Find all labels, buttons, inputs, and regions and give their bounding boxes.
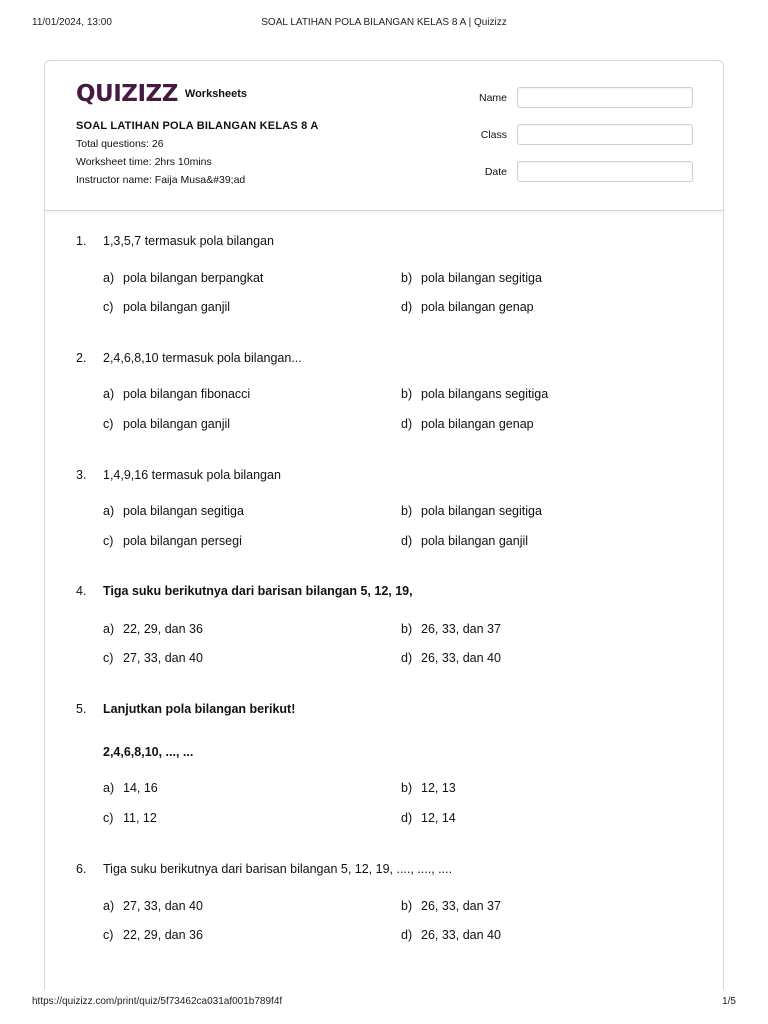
quizizz-logo[interactable]: QUIZIZZ <box>76 80 178 107</box>
question-text: 1,4,9,16 termasuk pola bilangan <box>103 468 281 482</box>
worksheets-label: Worksheets <box>184 88 248 100</box>
print-header <box>32 17 736 31</box>
instructor-name: Instructor name: Faija Musa&#39;ad <box>76 174 246 186</box>
date-label: Date <box>484 166 507 178</box>
worksheet-title: SOAL LATIHAN POLA BILANGAN KELAS 8 A <box>76 120 319 132</box>
option-c: c) pola bilangan ganjil <box>103 300 231 314</box>
option-a: a) 27, 33, dan 40 <box>103 899 203 913</box>
worksheet-time: Worksheet time: 2hrs 10mins <box>76 156 212 168</box>
option-b: b) 26, 33, dan 37 <box>401 899 501 913</box>
question-text: 2,4,6,8,10 termasuk pola bilangan... <box>103 351 302 365</box>
question-number: 4. <box>76 584 87 598</box>
page-indicator: 1/5 <box>722 996 736 1007</box>
option-a: a) pola bilangan fibonacci <box>103 387 251 401</box>
question-number: 3. <box>76 468 87 482</box>
option-b: b) pola bilangan segitiga <box>401 271 542 285</box>
print-page-title: SOAL LATIHAN POLA BILANGAN KELAS 8 A | Quizizz <box>261 17 507 28</box>
option-d: d) pola bilangan ganjil <box>401 534 529 548</box>
question-number: 5. <box>76 702 87 716</box>
option-b: b) pola bilangans segitiga <box>401 387 549 401</box>
option-d: d) pola bilangan genap <box>401 300 534 314</box>
option-a: a) pola bilangan segitiga <box>103 504 244 518</box>
option-c: c) pola bilangan ganjil <box>103 417 231 431</box>
worksheet-header <box>45 61 723 211</box>
option-b: b) 12, 13 <box>401 781 456 795</box>
question-text: Tiga suku berikutnya dari barisan bilangan 5, 12, 19, ...., ...., .... <box>103 862 453 876</box>
option-b: b) 26, 33, dan 37 <box>401 622 501 636</box>
question-number: 2. <box>76 351 87 365</box>
name-label: Name <box>478 92 507 104</box>
option-c: c) pola bilangan persegi <box>103 534 242 548</box>
total-questions: Total questions: 26 <box>76 138 164 150</box>
question-number: 1. <box>76 234 87 248</box>
option-a: a) 14, 16 <box>103 781 158 795</box>
brand <box>76 81 247 107</box>
question-subtext: 2,4,6,8,10, ..., ... <box>103 745 194 759</box>
option-c: c) 27, 33, dan 40 <box>103 651 203 665</box>
option-a: a) 22, 29, dan 36 <box>103 622 203 636</box>
print-footer <box>32 996 736 1010</box>
question-text: Lanjutkan pola bilangan berikut! <box>103 702 296 716</box>
option-a: a) pola bilangan berpangkat <box>103 271 264 285</box>
print-url[interactable]: https://quizizz.com/print/quiz/5f73462ca031af001b789f4f <box>32 996 283 1007</box>
date-field[interactable] <box>517 161 693 182</box>
class-field[interactable] <box>517 124 693 145</box>
option-d: d) 26, 33, dan 40 <box>401 928 501 942</box>
class-label: Class <box>480 129 507 141</box>
option-d: d) pola bilangan genap <box>401 417 534 431</box>
print-datetime: 11/01/2024, 13:00 <box>32 17 112 28</box>
worksheet-sheet <box>44 60 724 990</box>
option-c: c) 22, 29, dan 36 <box>103 928 203 942</box>
question-text: 1,3,5,7 termasuk pola bilangan <box>103 234 274 248</box>
name-field[interactable] <box>517 87 693 108</box>
option-c: c) 11, 12 <box>103 811 157 825</box>
option-d: d) 26, 33, dan 40 <box>401 651 501 665</box>
option-d: d) 12, 14 <box>401 811 456 825</box>
question-text: Tiga suku berikutnya dari barisan bilangan 5, 12, 19, <box>103 584 413 598</box>
option-b: b) pola bilangan segitiga <box>401 504 542 518</box>
question-number: 6. <box>76 862 87 876</box>
